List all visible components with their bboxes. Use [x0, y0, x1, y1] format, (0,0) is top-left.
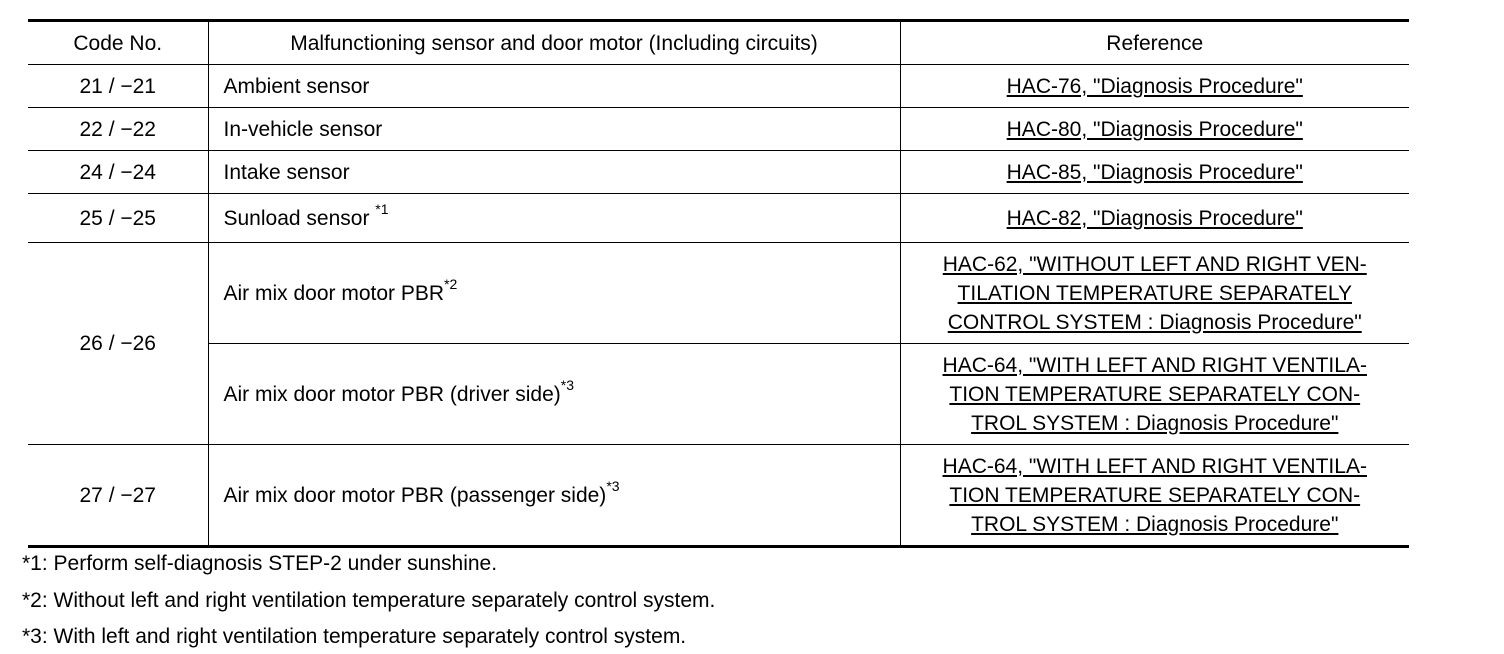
table-row [28, 344, 1409, 445]
footnote-marker: *3 [606, 477, 620, 494]
table-row [28, 151, 1409, 194]
reference-link-line[interactable]: TION TEMPERATURE SEPARATELY CON- [949, 483, 1361, 507]
reference-link[interactable]: HAC-85, "Diagnosis Procedure" [1006, 160, 1303, 184]
table-row [28, 65, 1409, 108]
component-label: Air mix door motor PBR [223, 281, 445, 305]
table-header-row [28, 21, 1409, 65]
reference-link-line[interactable]: TION TEMPERATURE SEPARATELY CON- [949, 382, 1361, 406]
footnote-marker: *1 [375, 200, 389, 217]
component-cell [208, 243, 900, 344]
diagnosis-code-table [28, 19, 1409, 548]
header-code-no: Code No. [28, 21, 208, 65]
component-cell [208, 344, 900, 445]
component-label: Air mix door motor PBR (driver side) [223, 382, 561, 406]
component-cell: Ambient sensor [208, 65, 900, 108]
reference-link[interactable]: HAC-80, "Diagnosis Procedure" [1006, 117, 1303, 141]
component-label: Sunload sensor [223, 206, 376, 230]
reference-cell [900, 151, 1409, 194]
reference-cell [900, 445, 1409, 547]
code-cell: 22 / −22 [28, 108, 208, 151]
reference-link-line[interactable]: CONTROL SYSTEM : Diagnosis Procedure" [947, 310, 1362, 334]
reference-link[interactable]: HAC-76, "Diagnosis Procedure" [1006, 74, 1303, 98]
code-cell: 21 / −21 [28, 65, 208, 108]
reference-cell [900, 108, 1409, 151]
reference-link-line[interactable]: HAC-64, "WITH LEFT AND RIGHT VENTILA- [942, 454, 1367, 478]
footnote-marker: *2 [444, 275, 458, 292]
header-reference: Reference [900, 21, 1409, 65]
reference-cell [900, 194, 1409, 243]
table-row [28, 108, 1409, 151]
component-cell: Intake sensor [208, 151, 900, 194]
reference-link-line[interactable]: TILATION TEMPERATURE SEPARATELY [957, 281, 1352, 305]
code-cell: 27 / −27 [28, 445, 208, 547]
component-label: Air mix door motor PBR (passenger side) [223, 483, 607, 507]
table-row [28, 243, 1409, 344]
header-component: Malfunctioning sensor and door motor (Including circuits) [208, 21, 900, 65]
component-cell [208, 194, 900, 243]
reference-link-line[interactable]: TROL SYSTEM : Diagnosis Procedure" [971, 411, 1339, 435]
reference-link-line[interactable]: HAC-62, "WITHOUT LEFT AND RIGHT VEN- [942, 252, 1367, 276]
reference-cell [900, 65, 1409, 108]
reference-link-line[interactable]: TROL SYSTEM : Diagnosis Procedure" [971, 512, 1339, 536]
table-row [28, 445, 1409, 547]
reference-cell [900, 344, 1409, 445]
reference-link-line[interactable]: HAC-64, "WITH LEFT AND RIGHT VENTILA- [942, 353, 1367, 377]
footnote-3: *3: With left and right ventilation temperature separately control system. [22, 625, 687, 648]
footnote-2: *2: Without left and right ventilation temperature separately control system. [22, 589, 716, 612]
code-cell: 25 / −25 [28, 194, 208, 243]
component-cell: In-vehicle sensor [208, 108, 900, 151]
reference-link[interactable]: HAC-82, "Diagnosis Procedure" [1006, 206, 1303, 230]
footnote-1: *1: Perform self-diagnosis STEP-2 under sunshine. [22, 552, 498, 575]
code-cell: 24 / −24 [28, 151, 208, 194]
code-cell: 26 / −26 [28, 243, 208, 445]
component-cell [208, 445, 900, 547]
table-row [28, 194, 1409, 243]
footnote-marker: *3 [560, 376, 574, 393]
reference-cell [900, 243, 1409, 344]
